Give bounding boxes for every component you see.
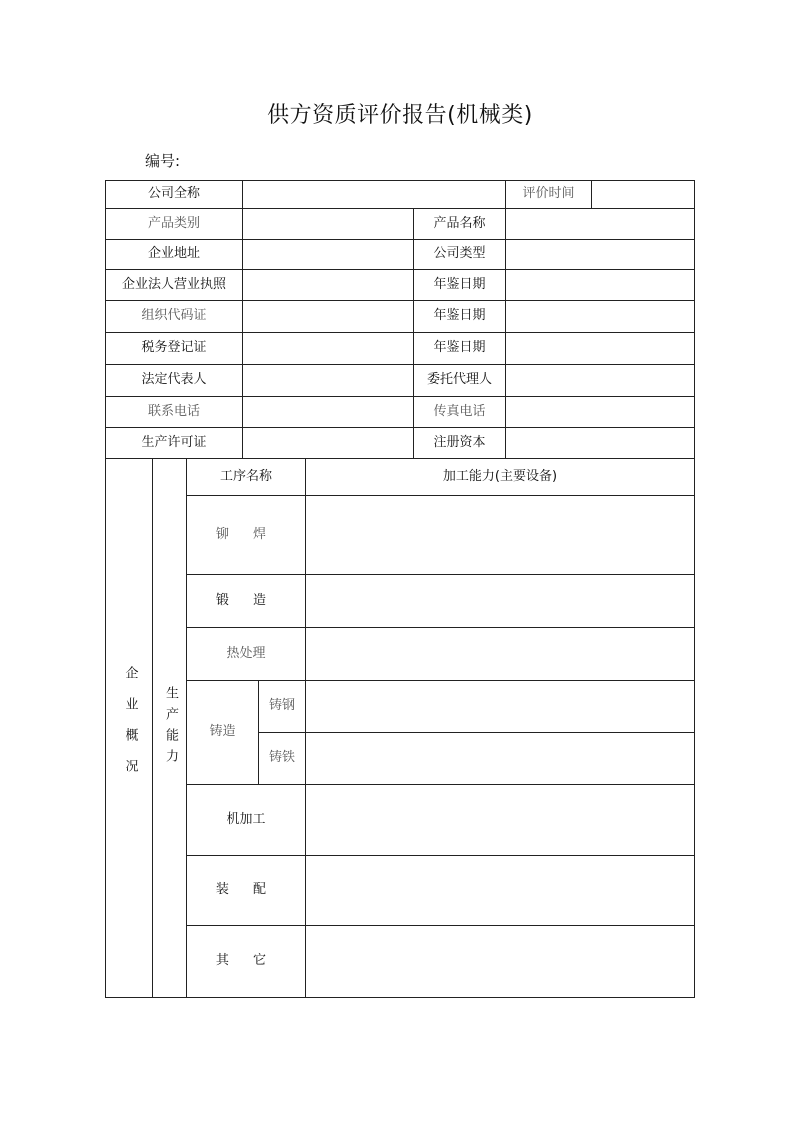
page-title: 供方资质评价报告(机械类) (267, 103, 533, 128)
company-name-label: 公司全称 (147, 186, 200, 202)
riveting-welding-capability-field[interactable] (306, 496, 694, 574)
contact-phone-label: 联系电话 (147, 403, 200, 419)
annual-review-date-field[interactable] (506, 270, 694, 300)
product-name-field[interactable] (506, 209, 694, 239)
others-capability-field[interactable] (306, 926, 694, 997)
heat-treatment-label: 热处理 (226, 645, 266, 661)
fax-phone-label: 传真电话 (433, 403, 486, 419)
registered-capital-label: 注册资本 (433, 434, 486, 450)
assembly-label: 装 配 (215, 882, 277, 898)
company-name-field[interactable] (243, 181, 505, 208)
tax-registration-field[interactable] (243, 333, 413, 364)
product-category-field[interactable] (243, 209, 413, 239)
company-address-field[interactable] (243, 240, 413, 269)
cast-steel-label: 铸钢 (268, 698, 295, 714)
contact-phone-field[interactable] (243, 397, 413, 427)
annual-review-date-field[interactable] (506, 333, 694, 364)
forging-label: 锻 造 (215, 592, 277, 608)
business-license-label: 企业法人营业执照 (121, 276, 226, 292)
others-label: 其 它 (215, 953, 277, 969)
business-license-field[interactable] (243, 270, 413, 300)
cast-steel-capability-field[interactable] (306, 681, 694, 732)
fax-phone-field[interactable] (506, 397, 694, 427)
machining-capability-field[interactable] (306, 785, 694, 855)
legal-representative-field[interactable] (243, 365, 413, 396)
registered-capital-field[interactable] (506, 428, 694, 458)
annual-review-date-label: 年鉴日期 (433, 308, 486, 324)
heat-treatment-capability-field[interactable] (306, 628, 694, 680)
assembly-capability-field[interactable] (306, 856, 694, 925)
production-capacity-label: 生产能力 (162, 686, 178, 770)
enterprise-status-label: 企业概况 (122, 666, 138, 790)
document-number-label: 编号: (145, 152, 181, 170)
tax-registration-label: 税务登记证 (141, 340, 207, 356)
table-border-bottom (105, 997, 695, 998)
evaluation-time-field[interactable] (592, 181, 694, 208)
company-address-label: 企业地址 (147, 246, 200, 262)
cast-iron-capability-field[interactable] (306, 733, 694, 784)
legal-representative-label: 法定代表人 (141, 372, 207, 388)
riveting-welding-label: 铆 焊 (215, 526, 277, 542)
annual-review-date-label: 年鉴日期 (433, 276, 486, 292)
capability-header: 加工能力(主要设备) (442, 468, 558, 484)
organization-code-label: 组织代码证 (141, 308, 207, 324)
authorized-agent-field[interactable] (506, 365, 694, 396)
production-license-label: 生产许可证 (141, 434, 207, 450)
casting-label: 铸造 (209, 724, 236, 740)
cast-iron-label: 铸铁 (268, 750, 295, 766)
table-border-right (694, 180, 695, 998)
process-name-header: 工序名称 (219, 468, 272, 484)
production-license-field[interactable] (243, 428, 413, 458)
annual-review-date-field[interactable] (506, 301, 694, 332)
forging-capability-field[interactable] (306, 575, 694, 627)
authorized-agent-label: 委托代理人 (426, 372, 492, 388)
company-type-field[interactable] (506, 240, 694, 269)
product-category-label: 产品类别 (147, 215, 200, 231)
product-name-label: 产品名称 (433, 215, 486, 231)
evaluation-time-label: 评价时间 (522, 186, 575, 202)
annual-review-date-label: 年鉴日期 (433, 340, 486, 356)
company-type-label: 公司类型 (433, 246, 486, 262)
production-capacity-vertical-label (153, 459, 186, 997)
enterprise-status-vertical-label (106, 459, 152, 997)
organization-code-field[interactable] (243, 301, 413, 332)
machining-label: 机加工 (226, 811, 266, 827)
